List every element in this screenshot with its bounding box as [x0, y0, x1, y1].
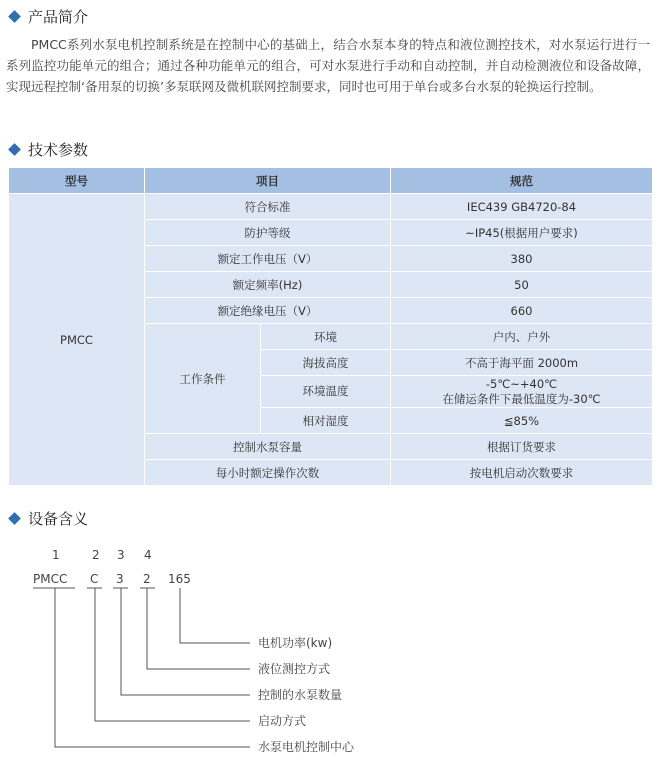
item-cell: 额定工作电压（V）	[145, 246, 391, 272]
code-meaning-label: 启动方式	[258, 714, 307, 728]
leader-line	[95, 588, 250, 721]
section-title-intro	[6, 4, 88, 28]
header-spec: 规范	[391, 168, 653, 194]
header-model: 型号	[9, 168, 145, 194]
spec-line: 在储运条件下最低温度为-30℃	[442, 391, 601, 406]
spec-cell: IEC439 GB4720-84	[391, 194, 653, 220]
leader-line	[147, 588, 250, 669]
spec-cell: 按电机启动次数要求	[391, 460, 653, 486]
diamond-bullet-icon	[8, 143, 21, 156]
item-cell: 防护等级	[145, 220, 391, 246]
leader-line	[180, 588, 250, 643]
spec-cell-temperature	[391, 376, 653, 408]
model-cell: PMCC	[9, 194, 145, 486]
sub-item-cell: 海拔高度	[261, 350, 391, 376]
sub-item-cell: 环境温度	[261, 376, 391, 408]
code-part: 3	[116, 572, 124, 586]
position-number: 4	[144, 548, 152, 562]
code-meaning-label: 控制的水泵数量	[258, 688, 343, 702]
spec-cell: ≦85%	[391, 408, 653, 434]
item-cell: 控制水泵容量	[145, 434, 391, 460]
section-title-text: 技术参数	[28, 140, 89, 159]
work-conditions-cell: 工作条件	[145, 324, 261, 434]
sub-item-cell: 相对湿度	[261, 408, 391, 434]
model-code-diagram	[0, 540, 660, 760]
position-number: 1	[52, 548, 60, 562]
intro-paragraph: PMCC系列水泵电机控制系统是在控制中心的基础上，结合水泵本身的特点和液位测控技术，对水泵运行进行一系列监控功能单元的组合；通过各种功能单元的组合，可对水泵进行手动和自动控制，并自动检测液位和设备故障，实现远程控制‘备用泵的切换’多泵联网及微机联网控制要求，同时也可用于单台或多台水泵的轮换运行控制。	[6, 37, 650, 94]
section-title-meaning	[6, 506, 88, 530]
code-meaning-label: 水泵电机控制中心	[258, 740, 355, 754]
section-title-spec	[6, 137, 88, 161]
item-cell: 每小时额定操作次数	[145, 460, 391, 486]
code-part: C	[90, 572, 99, 586]
spec-table	[8, 167, 653, 486]
leader-line	[55, 588, 250, 747]
item-cell: 额定绝缘电压（V）	[145, 298, 391, 324]
diamond-bullet-icon	[8, 10, 21, 23]
spec-cell: ~IP45(根据用户要求)	[391, 220, 653, 246]
diamond-bullet-icon	[8, 512, 21, 525]
leader-line	[121, 588, 250, 695]
code-part: PMCC	[33, 572, 68, 586]
spec-cell: 660	[391, 298, 653, 324]
item-cell: 额定频率(Hz)	[145, 272, 391, 298]
header-item: 项目	[145, 168, 391, 194]
spec-cell: 户内、户外	[391, 324, 653, 350]
spec-cell: 不高于海平面 2000m	[391, 350, 653, 376]
spec-cell: 380	[391, 246, 653, 272]
section-title-text: 产品简介	[28, 7, 89, 26]
position-number: 2	[92, 548, 100, 562]
section-title-text: 设备含义	[28, 509, 89, 528]
sub-item-cell: 环境	[261, 324, 391, 350]
table-header-row	[9, 168, 653, 194]
position-number: 3	[117, 548, 125, 562]
code-part: 2	[143, 572, 151, 586]
code-meaning-label: 电机功率(kw)	[258, 636, 333, 650]
spec-cell: 50	[391, 272, 653, 298]
code-part: 165	[168, 572, 191, 586]
spec-cell: 根据订货要求	[391, 434, 653, 460]
spec-line: -5℃~+40℃	[485, 376, 558, 391]
item-cell: 符合标准	[145, 194, 391, 220]
table-row	[9, 194, 653, 220]
code-meaning-label: 液位测控方式	[258, 662, 331, 676]
